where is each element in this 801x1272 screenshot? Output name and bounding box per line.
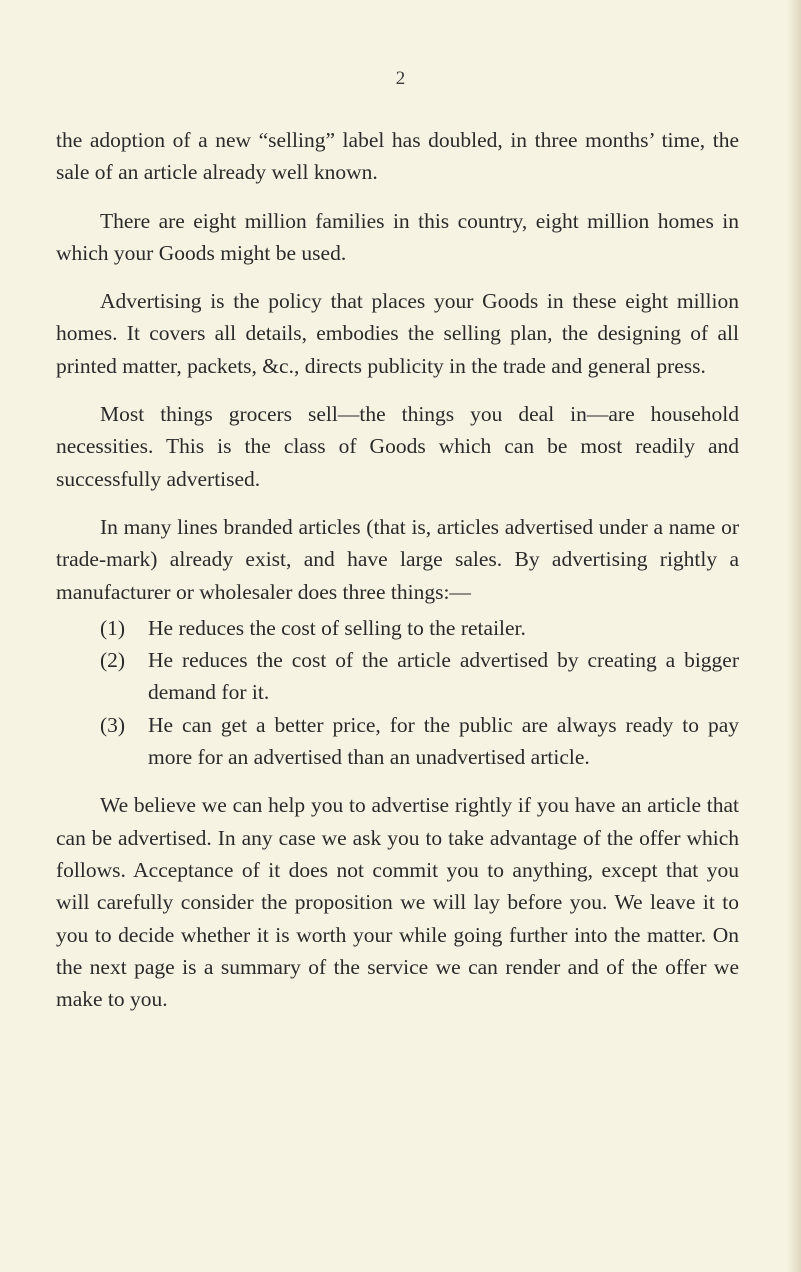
page-edge-shadow [787, 0, 801, 1272]
list-item [56, 644, 739, 709]
page-number: 2 [395, 68, 406, 89]
numbered-list [56, 612, 739, 773]
list-item [56, 612, 739, 644]
paragraph-branded-articles: In many lines branded articles (that is, articles advertised under a name or trade-mark) already exist, and have large sales. By advertising rightly a manufacturer or wholesaler does three things:— [56, 514, 739, 604]
list-item [56, 709, 739, 774]
paragraph-eight-million-homes: There are eight million families in this country, eight million homes in which your Goods might be used. [56, 208, 739, 265]
page-body [56, 124, 739, 1031]
list-item-text: He reduces the cost of the article advertised by creating a bigger demand for it. [148, 648, 739, 705]
list-item-text: He reduces the cost of selling to the retailer. [148, 615, 526, 640]
list-item-number: (3) [100, 712, 126, 737]
paragraph-household-necessities: Most things grocers sell—the things you deal in—are household necessities. This is the class of Goods which can be most readily and successfully advertised. [56, 402, 739, 491]
list-item-number: (1) [100, 615, 126, 640]
paragraph-advertising-policy: Advertising is the policy that places your Goods in these eight million homes. It covers all details, embodies the selling plan, the designing of all printed matter, packets, &c., directs publicity in the trade and general press. [56, 289, 739, 378]
paragraph-closing-offer: We believe we can help you to advertise rightly if you have an article that can be advertised. In any case we ask you to take advantage of the offer which follows. Acceptance of it does not commit you to anything, except that you will carefully consider the proposition we will lay before you. We leave it to you to decide whether it is worth your while going further into the matter. On the next page is a summary of the service we can render and of the offer we make to you. [56, 793, 739, 1012]
list-item-number: (2) [100, 648, 126, 673]
paragraph-continuation: the adoption of a new “selling” label has doubled, in three months’ time, the sale of an article already well known. [56, 128, 739, 185]
list-item-text: He can get a better price, for the public are always ready to pay more for an advertised than an unadvertised article. [148, 712, 739, 770]
